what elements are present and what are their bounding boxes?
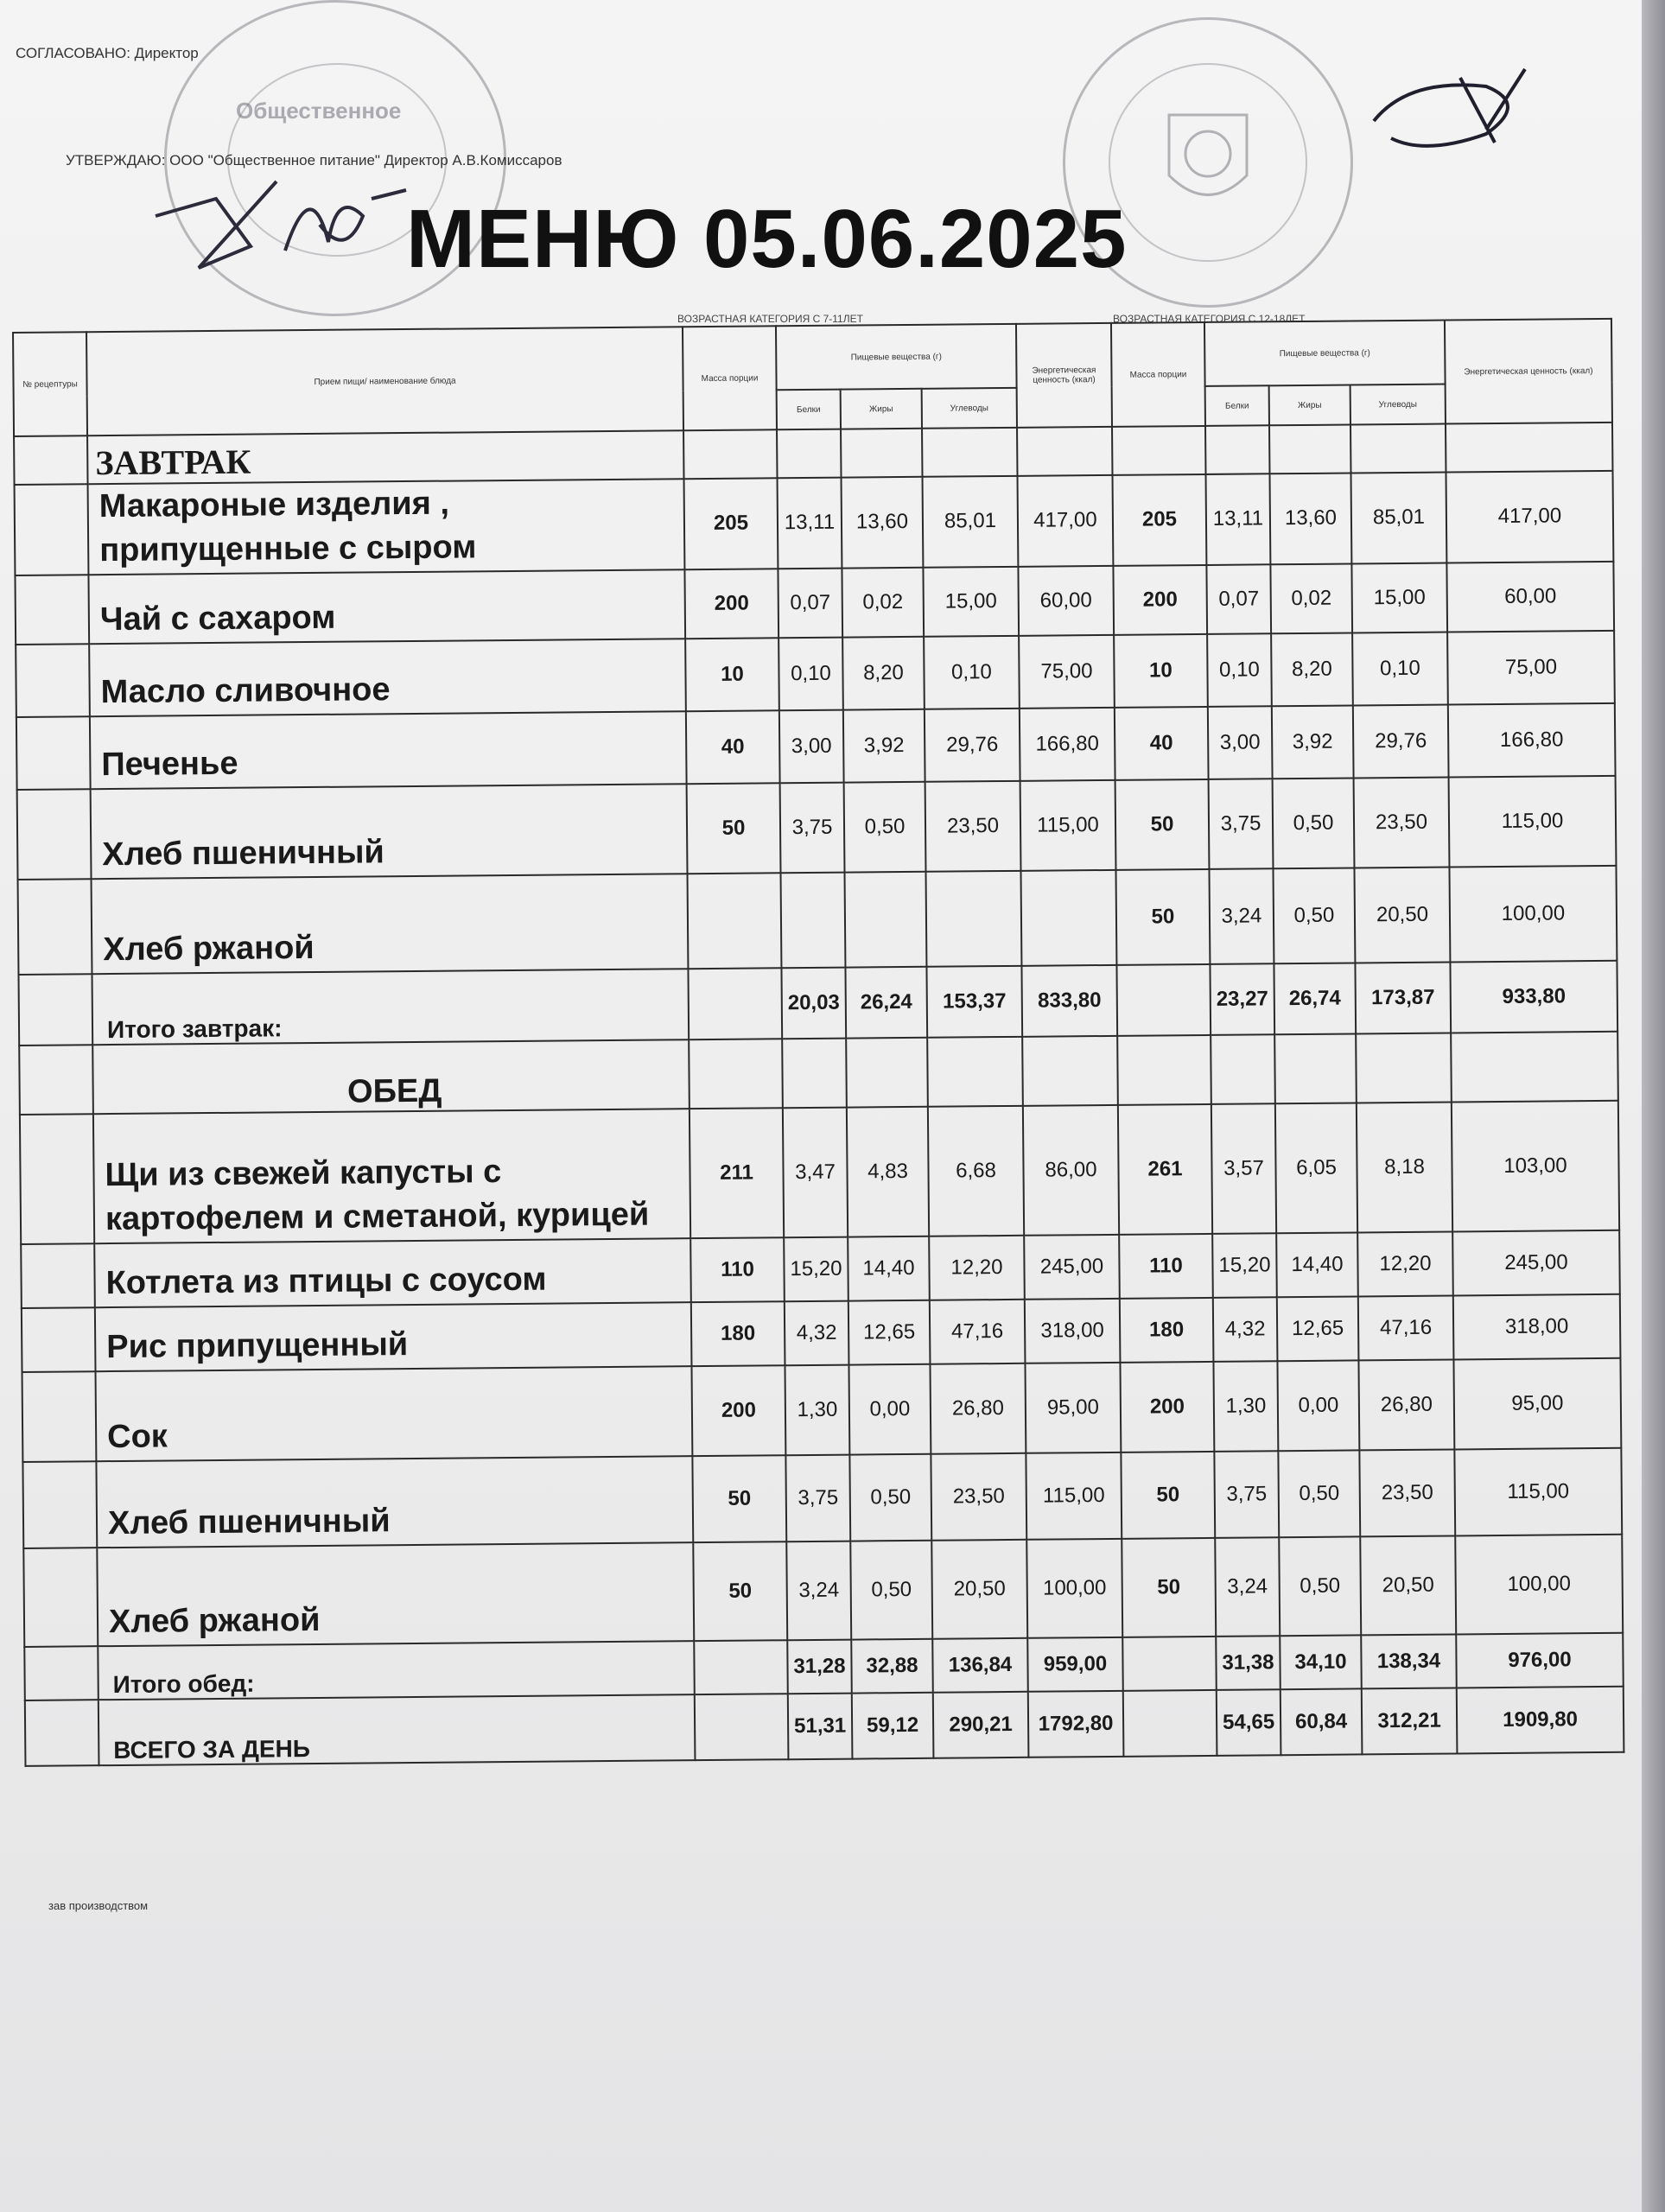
nutrient-value: 4,32: [1213, 1297, 1278, 1362]
empty-cell: [1017, 427, 1112, 476]
total-value: [688, 968, 782, 1039]
nutrient-value: 0,00: [1277, 1360, 1359, 1451]
director-signature: [147, 164, 432, 285]
portion-mass: 261: [1118, 1104, 1212, 1235]
portion-mass: 10: [1114, 634, 1208, 708]
empty-cell: [782, 1038, 847, 1108]
empty-cell: [1117, 1035, 1211, 1105]
energy-value: 95,00: [1025, 1362, 1121, 1452]
nutrient-value: 13,11: [1205, 474, 1270, 564]
energy-value: 100,00: [1449, 865, 1617, 962]
nutrient-value: 0,02: [842, 567, 924, 637]
col-carbs-a: Углеводы: [922, 388, 1017, 429]
portion-mass: 50: [1115, 869, 1210, 965]
nutrient-value: [925, 870, 1021, 966]
nutrient-value: 8,20: [842, 636, 925, 709]
total-value: 1792,80: [1028, 1690, 1124, 1757]
energy-value: 115,00: [1449, 775, 1617, 867]
nutrient-value: 8,18: [1357, 1102, 1452, 1232]
age-category-a: ВОЗРАСТНАЯ КАТЕГОРИЯ С 7-11ЛЕТ: [677, 313, 863, 325]
coat-of-arms-icon: [1160, 106, 1255, 219]
nutrient-value: 85,01: [923, 476, 1019, 568]
energy-value: 103,00: [1452, 1100, 1619, 1231]
energy-value: 60,00: [1446, 561, 1614, 632]
empty-cell: [1350, 424, 1446, 474]
nutrient-value: 3,75: [785, 1454, 850, 1541]
energy-value: 318,00: [1453, 1294, 1621, 1359]
nutrient-value: 0,02: [1270, 563, 1352, 633]
empty-cell: [1211, 1034, 1275, 1104]
recipe-code: [22, 1307, 96, 1372]
energy-value: 115,00: [1454, 1447, 1622, 1535]
nutrient-value: 0,50: [844, 781, 926, 872]
total-value: 23,27: [1210, 963, 1274, 1035]
nutrient-value: 85,01: [1350, 473, 1446, 564]
portion-mass: 40: [686, 710, 780, 784]
portion-mass: 110: [690, 1237, 785, 1302]
recipe-code: [22, 1371, 97, 1462]
total-value: 60,84: [1281, 1688, 1363, 1755]
energy-value: 60,00: [1018, 565, 1114, 635]
energy-value: 95,00: [1453, 1357, 1621, 1449]
nutrient-value: 23,50: [925, 780, 1021, 871]
nutrient-value: 4,83: [847, 1106, 929, 1236]
portion-mass: 110: [1119, 1234, 1213, 1299]
empty-cell: [841, 429, 922, 478]
nutrient-value: 6,68: [928, 1105, 1024, 1236]
empty-cell: [1451, 1031, 1618, 1102]
recipe-code: [21, 1243, 95, 1308]
total-label: Итого обед:: [98, 1641, 695, 1700]
age-category-b: ВОЗРАСТНАЯ КАТЕГОРИЯ С 12-18ЛЕТ: [1113, 313, 1306, 325]
empty-cell: [1356, 1033, 1452, 1103]
nutrient-value: 12,65: [848, 1300, 931, 1364]
menu-body: [14, 423, 1624, 1766]
portion-mass: 10: [685, 638, 779, 711]
recipe-code: [18, 879, 92, 975]
dish-name: Хлеб пшеничный: [96, 1456, 693, 1548]
menu-table: [12, 318, 1624, 1767]
energy-value: 115,00: [1020, 779, 1116, 870]
empty-cell: [1205, 425, 1269, 474]
portion-mass: [687, 873, 781, 969]
recipe-code: [16, 716, 91, 790]
portion-mass: 50: [1115, 779, 1210, 870]
nutrient-value: 23,50: [1359, 1449, 1455, 1536]
empty-cell: [689, 1039, 783, 1109]
nutrient-value: 12,65: [1277, 1296, 1359, 1361]
nutrient-value: 0,10: [778, 637, 843, 710]
nutrient-value: 0,50: [1273, 868, 1355, 963]
nutrient-value: 12,20: [929, 1235, 1025, 1300]
nutrient-value: 47,16: [1358, 1295, 1454, 1360]
energy-value: 417,00: [1446, 471, 1613, 563]
col-energy-b: Энергетическая ценность (ккал): [1445, 319, 1612, 424]
page-edge-shadow: [1642, 0, 1665, 2212]
empty-cell: [19, 1045, 93, 1115]
total-value: 173,87: [1355, 962, 1451, 1033]
table-row: [18, 865, 1617, 974]
recipe-code: [23, 1548, 98, 1647]
nutrient-value: 3,24: [1209, 868, 1274, 964]
total-value: 136,84: [932, 1637, 1028, 1692]
energy-value: 115,00: [1026, 1452, 1122, 1539]
nutrient-value: 3,92: [843, 709, 925, 782]
total-value: [1122, 1636, 1217, 1690]
dish-name: Рис припущенный: [95, 1302, 692, 1371]
energy-value: 245,00: [1452, 1230, 1620, 1295]
dish-name: Сок: [95, 1366, 692, 1461]
portion-mass: 205: [1112, 474, 1206, 566]
section-title: ОБЕД: [92, 1039, 690, 1114]
section-title: ЗАВТРАК: [87, 430, 683, 484]
nutrient-value: 47,16: [930, 1299, 1026, 1363]
empty-cell: [24, 1646, 99, 1700]
dish-name: Масло сливочное: [89, 639, 686, 716]
portion-mass: 180: [1120, 1298, 1214, 1363]
nutrient-value: 8,20: [1271, 632, 1353, 706]
portion-mass: 211: [690, 1108, 784, 1238]
nutrient-value: 23,50: [931, 1452, 1026, 1540]
nutrient-value: 3,00: [779, 709, 844, 783]
empty-cell: [1022, 1035, 1118, 1105]
recipe-code: [20, 1114, 94, 1244]
portion-mass: 50: [1122, 1537, 1216, 1637]
dish-name: Чай с сахаром: [88, 569, 685, 644]
nutrient-value: 20,50: [931, 1539, 1027, 1638]
nutrient-value: 15,00: [923, 566, 1019, 636]
nutrient-value: 3,57: [1211, 1103, 1276, 1234]
nutrient-value: 29,76: [925, 708, 1020, 781]
total-value: 153,37: [926, 965, 1022, 1037]
total-value: 138,34: [1361, 1634, 1457, 1688]
col-fat-a: Жиры: [841, 389, 922, 429]
total-value: 20,03: [781, 967, 846, 1039]
total-value: [1116, 964, 1211, 1036]
nutrient-value: 0,50: [1279, 1536, 1361, 1636]
col-fat-b: Жиры: [1269, 385, 1350, 425]
total-value: 59,12: [852, 1692, 934, 1758]
total-value: 32,88: [851, 1638, 933, 1693]
nutrient-value: 3,47: [783, 1107, 848, 1237]
energy-value: 166,80: [1020, 707, 1115, 780]
nutrient-value: 1,30: [1213, 1361, 1278, 1452]
col-recipe-no: № рецептуры: [13, 332, 87, 436]
portion-mass: 200: [684, 569, 778, 639]
total-value: 54,65: [1217, 1689, 1281, 1756]
total-value: 312,21: [1362, 1688, 1458, 1754]
empty-cell: [846, 1037, 928, 1107]
empty-cell: [25, 1700, 99, 1766]
total-value: 976,00: [1456, 1632, 1624, 1688]
nutrient-value: 4,32: [785, 1300, 849, 1365]
total-value: [1123, 1689, 1217, 1756]
col-energy-a: Энергетическая ценность (ккал): [1016, 323, 1112, 428]
nutrient-value: 3,24: [1215, 1537, 1280, 1637]
nutrient-value: 0,10: [1352, 632, 1448, 705]
approved-line: СОГЛАСОВАНО: Директор: [16, 45, 199, 61]
nutrient-value: 26,80: [1358, 1359, 1454, 1450]
energy-value: [1020, 869, 1116, 965]
energy-value: 75,00: [1447, 630, 1615, 704]
table-row: [20, 1100, 1619, 1243]
table-row: [22, 1357, 1622, 1461]
col-nutrients-a: Пищевые вещества (г): [776, 324, 1017, 390]
recipe-code: [22, 1461, 97, 1548]
total-value: [695, 1694, 789, 1760]
empty-cell: [922, 428, 1017, 477]
recipe-code: [17, 789, 92, 880]
nutrient-value: 0,00: [848, 1363, 931, 1454]
total-label: Итого завтрак:: [92, 969, 689, 1045]
empty-cell: [1446, 423, 1612, 473]
dish-name: Щи из свежей капусты с картофелем и сметаной, курицей: [93, 1109, 690, 1243]
nutrient-value: [844, 871, 926, 967]
nutrient-value: 0,50: [850, 1540, 932, 1639]
energy-value: 245,00: [1024, 1234, 1120, 1299]
table-row: [16, 702, 1616, 789]
energy-value: 75,00: [1019, 634, 1115, 708]
nutrient-value: 23,50: [1354, 777, 1450, 868]
nutrient-value: 3,75: [1214, 1451, 1279, 1538]
empty-cell: [683, 429, 777, 479]
recipe-code: [15, 575, 89, 645]
nutrient-value: 12,20: [1357, 1231, 1453, 1296]
table-row: [23, 1534, 1623, 1646]
dish-name: Хлеб ржаной: [92, 874, 689, 974]
nutrient-value: 6,05: [1275, 1103, 1357, 1233]
total-value: 26,24: [845, 966, 927, 1038]
table-row: [22, 1447, 1622, 1548]
nutrient-value: 14,40: [848, 1236, 930, 1300]
recipe-code: [15, 484, 89, 575]
table-row: [17, 775, 1617, 879]
dish-name: Хлеб пшеничный: [91, 784, 688, 879]
nutrient-value: 3,75: [780, 782, 845, 873]
nutrient-value: 0,10: [924, 635, 1020, 709]
empty-cell: [927, 1036, 1023, 1106]
nutrient-value: 1,30: [785, 1364, 849, 1455]
col-protein-a: Белки: [777, 390, 841, 430]
nutrient-value: 15,20: [784, 1236, 848, 1301]
second-signature: [1357, 60, 1538, 156]
col-mass-a: Масса порции: [683, 326, 777, 430]
stamp-text: Общественное: [236, 98, 402, 124]
col-carbs-b: Углеводы: [1350, 385, 1446, 425]
nutrient-value: 3,92: [1272, 705, 1354, 779]
production-head-label: зав производством: [48, 1899, 149, 1912]
affirm-line: УТВЕРЖДАЮ: ООО "Общественное питание" Директор А.В.Комиссаров: [66, 152, 562, 168]
total-label: ВСЕГО ЗА ДЕНЬ: [99, 1694, 696, 1765]
empty-cell: [18, 974, 92, 1046]
portion-mass: 50: [692, 1455, 786, 1542]
empty-cell: [14, 435, 87, 485]
nutrient-value: 0,50: [1273, 778, 1355, 868]
nutrient-value: 29,76: [1353, 704, 1449, 778]
nutrient-value: 13,60: [1269, 473, 1351, 563]
table-row: [15, 471, 1614, 575]
col-dish-name: Прием пищи/ наименование блюда: [86, 327, 683, 435]
nutrient-value: 3,24: [786, 1541, 851, 1640]
empty-cell: [1269, 424, 1350, 474]
energy-value: 417,00: [1018, 475, 1114, 567]
nutrient-value: 3,75: [1209, 779, 1274, 869]
recipe-code: [16, 644, 90, 717]
total-value: 31,38: [1216, 1636, 1281, 1690]
nutrient-value: 26,80: [930, 1363, 1026, 1453]
portion-mass: 200: [691, 1365, 785, 1456]
total-value: 31,28: [787, 1639, 852, 1694]
portion-mass: 40: [1115, 707, 1209, 780]
nutrient-value: 3,00: [1208, 706, 1273, 779]
nutrient-value: 0,50: [1278, 1450, 1360, 1537]
empty-cell: [1274, 1033, 1357, 1103]
portion-mass: 50: [693, 1541, 787, 1641]
nutrient-value: 14,40: [1276, 1232, 1358, 1297]
dish-name: Хлеб ржаной: [97, 1542, 694, 1646]
portion-mass: 180: [691, 1301, 785, 1366]
col-mass-b: Масса порции: [1111, 322, 1205, 427]
total-value: 34,10: [1280, 1635, 1362, 1689]
nutrient-value: 15,00: [1351, 563, 1447, 632]
nutrient-value: 15,20: [1212, 1233, 1277, 1298]
page-title: МЕНЮ 05.06.2025: [406, 193, 1128, 285]
dish-name: Котлета из птицы с соусом: [94, 1238, 691, 1307]
total-value: 833,80: [1021, 964, 1117, 1036]
total-row: [25, 1686, 1624, 1765]
energy-value: 166,80: [1448, 702, 1616, 777]
energy-value: 86,00: [1023, 1104, 1119, 1235]
nutrient-value: 0,07: [778, 568, 842, 638]
col-nutrients-b: Пищевые вещества (г): [1204, 321, 1446, 386]
col-protein-b: Белки: [1205, 385, 1269, 426]
total-value: 1909,80: [1457, 1686, 1624, 1753]
nutrient-value: 20,50: [1360, 1535, 1456, 1635]
table-row: [16, 630, 1615, 716]
nutrient-value: 20,50: [1354, 867, 1450, 963]
portion-mass: 50: [687, 783, 781, 874]
portion-mass: 205: [684, 478, 778, 569]
empty-cell: [777, 429, 841, 479]
energy-value: 318,00: [1025, 1298, 1121, 1363]
total-value: [694, 1640, 788, 1694]
total-value: 933,80: [1450, 960, 1617, 1033]
total-value: 290,21: [933, 1691, 1029, 1758]
portion-mass: 200: [1113, 565, 1207, 635]
total-value: 959,00: [1027, 1637, 1123, 1691]
total-value: 26,74: [1274, 963, 1356, 1034]
nutrient-value: 13,60: [842, 477, 924, 568]
energy-value: 100,00: [1455, 1534, 1623, 1634]
nutrient-value: 0,10: [1207, 633, 1272, 707]
energy-value: 100,00: [1026, 1538, 1122, 1637]
total-value: 51,31: [788, 1693, 853, 1759]
portion-mass: 200: [1120, 1362, 1214, 1452]
nutrient-value: 0,07: [1206, 564, 1271, 634]
empty-cell: [1112, 426, 1205, 475]
nutrient-value: [780, 872, 845, 968]
nutrient-value: 13,11: [778, 478, 842, 569]
nutrient-value: 0,50: [849, 1453, 931, 1541]
portion-mass: 50: [1121, 1452, 1215, 1539]
dish-name: Печенье: [90, 711, 687, 789]
dish-name: Макароные изделия , припущенные с сыром: [88, 479, 685, 575]
